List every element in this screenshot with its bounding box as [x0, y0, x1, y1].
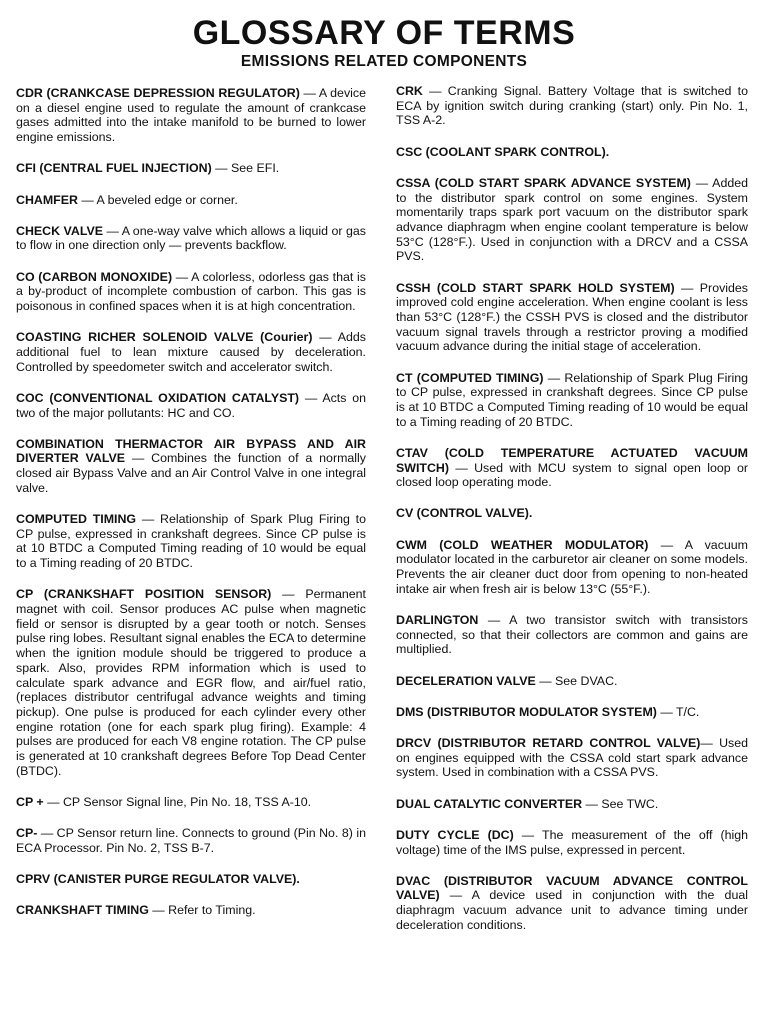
glossary-term: COMPUTED TIMING — [16, 512, 137, 527]
glossary-entry — [396, 874, 748, 933]
glossary-definition: — Used with MCU system to signal open loop or closed loop operating mode. — [396, 460, 748, 490]
glossary-definition: — Permanent magnet with coil. Sensor produces AC pulse when magnetic field or sensor is disrupted by a gear tooth or notch. Senses pulse ring lobes. Resultant signal enables the ECA to determine when the ignition module should be triggered to produce a spark. Also, provides RPM information which is used to calculate spark advance and EGR flow, and air/fuel ratio, (replaces distributor centrifugal advance weights and timing pickup). One pulse is produced for each cylinder every other engine rotation (one for each spark plug firing). Example: 4 pulses are produced for each V8 engine rotation. The CP pulse is generated at 10 crankshaft degrees Before Top Dead Center (BTDC). — [16, 587, 366, 778]
glossary-entry — [396, 446, 748, 490]
glossary-definition: — A two transistor switch with transistors connected, so that their collectors are common and gains are multiplied. — [396, 612, 748, 657]
glossary-term: CP- — [16, 826, 38, 841]
glossary-term: CHAMFER — [16, 192, 78, 207]
glossary-term: CT (COMPUTED TIMING) — [396, 370, 544, 385]
glossary-entry — [396, 538, 748, 597]
glossary-definition: — Relationship of Spark Plug Firing to CP pulse, expressed in crankshaft degrees. Since CP pulse is at 10 BTDC a Computed Timing reading of 10 would be equal to a Timing reading of 20 BTDC. — [396, 370, 748, 429]
glossary-definition: — Cranking Signal. Battery Voltage that is switched to ECA by ignition switch during cranking (start) only. Pin No. 1, TSS A-2. — [396, 84, 748, 128]
glossary-entry — [16, 826, 366, 855]
glossary-term: CSC (COOLANT SPARK CONTROL). — [396, 144, 610, 159]
glossary-entry — [396, 84, 748, 128]
glossary-term: DECELERATION VALVE — [396, 673, 536, 688]
glossary-term: DUAL CATALYTIC CONVERTER — [396, 796, 583, 811]
glossary-entry — [396, 674, 748, 689]
glossary-term: CSSA (COLD START SPARK ADVANCE SYSTEM) — [396, 175, 691, 190]
page-title: GLOSSARY OF TERMS — [192, 14, 576, 52]
glossary-term: DMS (DISTRIBUTOR MODULATOR SYSTEM) — [396, 704, 657, 719]
glossary-definition: — Acts on two of the major pollutants: HC and CO. — [16, 390, 366, 420]
glossary-entry — [16, 193, 366, 208]
glossary-term: CWM (COLD WEATHER MODULATOR) — [396, 537, 649, 552]
glossary-term: COC (CONVENTIONAL OXIDATION CATALYST) — [16, 390, 300, 405]
glossary-definition: — See DVAC. — [535, 673, 618, 688]
glossary-term: CDR (CRANKCASE DEPRESSION REGULATOR) — [16, 86, 300, 100]
glossary-entry — [396, 705, 748, 720]
glossary-term: DARLINGTON — [396, 612, 479, 627]
right-column — [396, 84, 748, 949]
glossary-term: COMBINATION THERMACTOR AIR BYPASS AND AIR DIVERTER VALVE — [16, 436, 366, 466]
glossary-entry — [16, 86, 366, 145]
glossary-definition: — A colorless, odorless gas that is a by-product of incomplete combustion of carbon. This gas is poisonous in confined spaces when it is at high concentration. — [16, 269, 366, 314]
glossary-entry — [396, 281, 748, 355]
glossary-entry — [16, 161, 366, 176]
glossary-term: CRK — [396, 84, 423, 98]
glossary-entry — [396, 145, 748, 160]
glossary-entry — [16, 270, 366, 314]
glossary-entry — [396, 371, 748, 430]
glossary-entry — [16, 330, 366, 374]
glossary-entry — [16, 872, 366, 887]
glossary-definition: — CP Sensor return line. Connects to ground (Pin No. 8) in ECA Processor. Pin No. 2, TSS B-7. — [16, 826, 366, 855]
glossary-term: CHECK VALVE — [16, 223, 104, 238]
glossary-definition: — A one-way valve which allows a liquid or gas to flow in one direction only — prevents backflow. — [16, 223, 366, 253]
glossary-term: DUTY CYCLE (DC) — [396, 827, 514, 842]
glossary-entry — [396, 613, 748, 657]
glossary-entry — [396, 176, 748, 264]
glossary-term: DVAC (DISTRIBUTOR VACUUM ADVANCE CONTROL VALVE) — [396, 873, 748, 903]
glossary-term: CPRV (CANISTER PURGE REGULATOR VALVE). — [16, 872, 300, 887]
glossary-entry — [16, 224, 366, 253]
glossary-entry — [16, 903, 366, 918]
glossary-entry — [16, 391, 366, 420]
glossary-definition: — The measurement of the off (high voltage) time of the IMS pulse, expressed in percent. — [396, 827, 748, 857]
glossary-term: DRCV (DISTRIBUTOR RETARD CONTROL VALVE) — [396, 736, 701, 750]
glossary-entry — [396, 828, 748, 857]
glossary-entry — [396, 736, 748, 780]
glossary-entry — [396, 506, 748, 521]
glossary-definition: — T/C. — [656, 704, 700, 719]
glossary-term: CFI (CENTRAL FUEL INJECTION) — [16, 161, 212, 176]
page-subtitle: EMISSIONS RELATED COMPONENTS — [240, 53, 528, 70]
glossary-term: CTAV (COLD TEMPERATURE ACTUATED VACUUM SWITCH) — [396, 445, 748, 475]
glossary-definition: — A device used in conjunction with the dual diaphragm vacuum advance unit to advance timing under deceleration conditions. — [396, 888, 748, 932]
glossary-term: CP (CRANKSHAFT POSITION SENSOR) — [16, 587, 272, 602]
glossary-definition: — Adds additional fuel to lean mixture caused by deceleration. Controlled by speedometer switch and accelerator switch. — [16, 330, 366, 374]
glossary-definition: — A device on a diesel engine used to regulate the amount of crankcase gases admitted into the intake manifold to be burned to lower engine emissions. — [16, 86, 366, 145]
glossary-term: CO (CARBON MONOXIDE) — [16, 269, 173, 284]
glossary-term: CRANKSHAFT TIMING — [16, 903, 149, 918]
glossary-entry — [16, 437, 366, 496]
glossary-entry — [16, 587, 366, 778]
glossary-definition: — Refer to Timing. — [148, 903, 256, 918]
glossary-term: CP + — [16, 795, 44, 810]
glossary-definition: — Added to the distributor spark control on some engines. System momentarily traps spark port vacuum on the distributor spark advance diaphragm when engine coolant temperature is below 53°C (128°F.). Used in conjunction with a DRCV and a CSSA PVS. — [396, 175, 749, 264]
glossary-definition: — See EFI. — [211, 161, 280, 176]
glossary-entry — [396, 797, 748, 812]
glossary-term: CV (CONTROL VALVE). — [396, 506, 533, 521]
glossary-definition: — Relationship of Spark Plug Firing to CP pulse, expressed in crankshaft degrees. Since CP pulse is at 10 BTDC a Computed Timing reading of 10 would be equal to a Timing reading of 20 BTDC. — [16, 512, 366, 571]
glossary-term: CSSH (COLD START SPARK HOLD SYSTEM) — [396, 280, 675, 295]
glossary-definition: — Used on engines equipped with the CSSA cold start spark advance system. Used in combination with a CSSA PVS. — [396, 736, 748, 780]
glossary-definition: — Combines the function of a normally closed air Bypass Valve and an Air Control Valve in one integral valve. — [16, 451, 366, 495]
glossary-entry — [16, 512, 366, 571]
glossary-definition: — CP Sensor Signal line, Pin No. 18, TSS A-10. — [43, 795, 312, 810]
glossary-definition: — Provides improved cold engine acceleration. When engine coolant is less than 53°C (128°F.) the CSSH PVS is closed and the distributor vacuum signal travels through a restrictor proving a modified vacuum advance during the initial stage of acceleration. — [396, 280, 749, 354]
glossary-term: COASTING RICHER SOLENOID VALVE (Courier) — [16, 330, 313, 345]
glossary-definition: — A beveled edge or corner. — [77, 192, 238, 207]
glossary-entry — [16, 795, 366, 810]
left-column — [16, 86, 366, 935]
glossary-definition: — See TWC. — [582, 796, 659, 811]
glossary-definition: — A vacuum modulator located in the carburetor air cleaner on some models. Prevents the air cleaner duct door from opening to non-heated intake air when fresh air is below 13°C (55°F.). — [396, 537, 748, 596]
